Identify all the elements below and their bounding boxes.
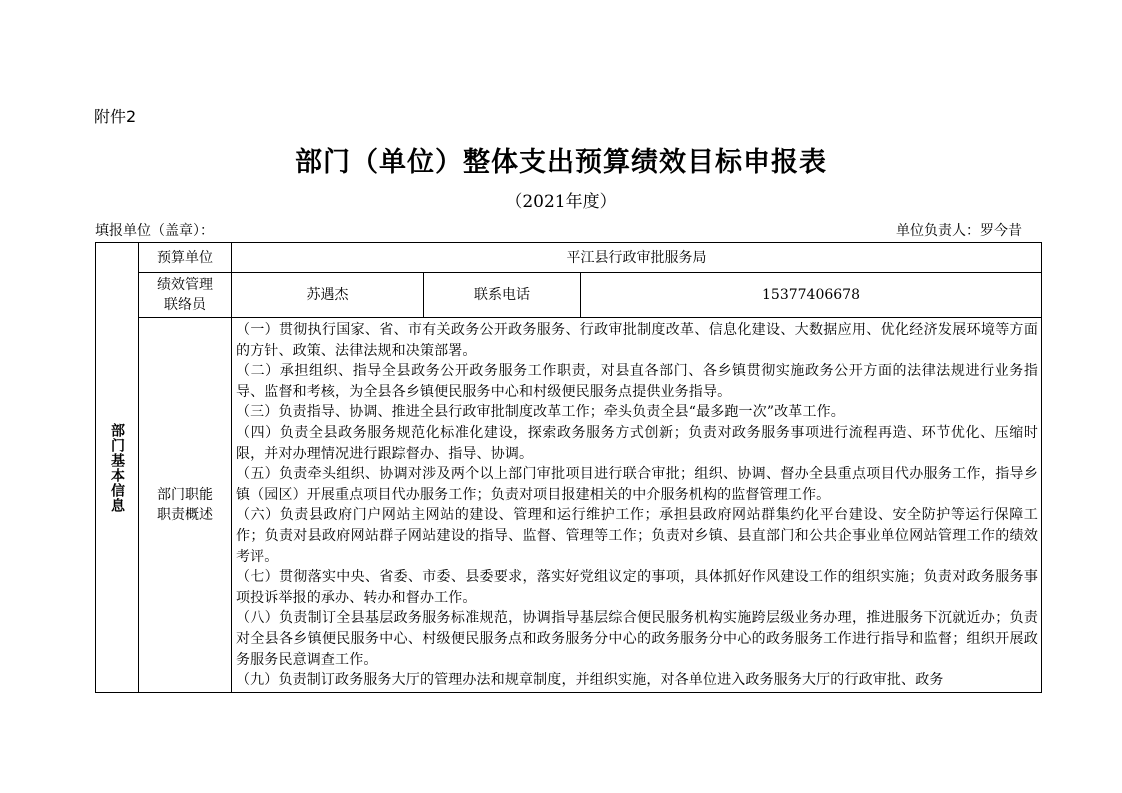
- phone-value: 15377406678: [581, 273, 1042, 318]
- fill-unit-label: 填报单位（盖章）：: [95, 223, 214, 239]
- duties-label: 部门职能职责概述: [157, 487, 213, 523]
- duty-item-9: （九）负责制订政务服务大厅的管理办法和规章制度，并组织实施，对各单位进入政务服务大厅的行政审批、政务: [236, 672, 944, 689]
- contact-value: 苏遇杰: [232, 273, 424, 318]
- budget-unit-label: 预算单位: [139, 243, 232, 273]
- section-label: 部门基本信息: [109, 422, 125, 513]
- duty-item-7: （七）贯彻落实中央、省委、市委、县委要求，落实好党组议定的事项，具体抓好作风建设工作的组织实施；负责对政务服务事项投诉举报的承办、转办和督办工作。: [236, 569, 1038, 606]
- year-subtitle: （2021年度）: [505, 192, 617, 212]
- principal-label: 单位负责人：罗今昔: [896, 223, 1022, 239]
- duties-label-cell: [139, 318, 232, 693]
- contact-label: 绩效管理联络员: [157, 277, 213, 313]
- page-title: 部门（单位）整体支出预算绩效目标申报表: [295, 147, 827, 178]
- duty-item-5: （五）负责牵头组织、协调对涉及两个以上部门审批项目进行联合审批；组织、协调、督办全县重点项目代办服务工作，指导乡镇（园区）开展重点项目代办服务工作；负责对项目报建相关的中介服务机构的监督管理工作。: [236, 466, 1038, 503]
- budget-unit-value: 平江县行政审批服务局: [232, 243, 1042, 273]
- duty-item-1: （一）贯彻执行国家、省、市有关政务公开政务服务、行政审批制度改革、信息化建设、大数据应用、优化经济发展环境等方面的方针、政策、法律法规和决策部署。: [236, 322, 1038, 359]
- phone-label: 联系电话: [424, 273, 581, 318]
- duty-item-6: （六）负责县政府门户网站主网站的建设、管理和运行维护工作；承担县政府网站群集约化平台建设、安全防护等运行保障工作；负责对县政府网站群子网站建设的指导、监督、管理等工作；负责对乡镇、县直部门和公共企事业单位网站管理工作的绩效考评。: [236, 507, 1038, 565]
- duty-item-3: （三）负责指导、协调、推进全县行政审批制度改革工作；牵头负责全县“最多跑一次”改革工作。: [236, 404, 845, 421]
- duty-item-8: （八）负责制订全县基层政务服务标准规范，协调指导基层综合便民服务机构实施跨层级业务办理，推进服务下沉就近办；负责对全县各乡镇便民服务中心、村级便民服务点和政务服务分中心的政务服务分中心的政务服务工作进行指导和监督；组织开展政务服务民意调查工作。: [236, 610, 1038, 668]
- section-label-cell: [96, 243, 139, 693]
- performance-form-table: [95, 242, 1042, 693]
- duties-content: [232, 318, 1042, 693]
- contact-label-cell: [139, 273, 232, 318]
- duty-item-2: （二）承担组织、指导全县政务公开政务服务工作职责，对县直各部门、各乡镇贯彻实施政务公开方面的法律法规进行业务指导、监督和考核，为全县各乡镇便民服务中心和村级便民服务点提供业务指导。: [236, 363, 1038, 400]
- duty-item-4: （四）负责全县政务服务规范化标准化建设，探索政务服务方式创新；负责对政务服务事项进行流程再造、环节优化、压缩时限，并对办理情况进行跟踪督办、指导、协调。: [236, 424, 1038, 462]
- attachment-label: 附件2: [94, 107, 137, 126]
